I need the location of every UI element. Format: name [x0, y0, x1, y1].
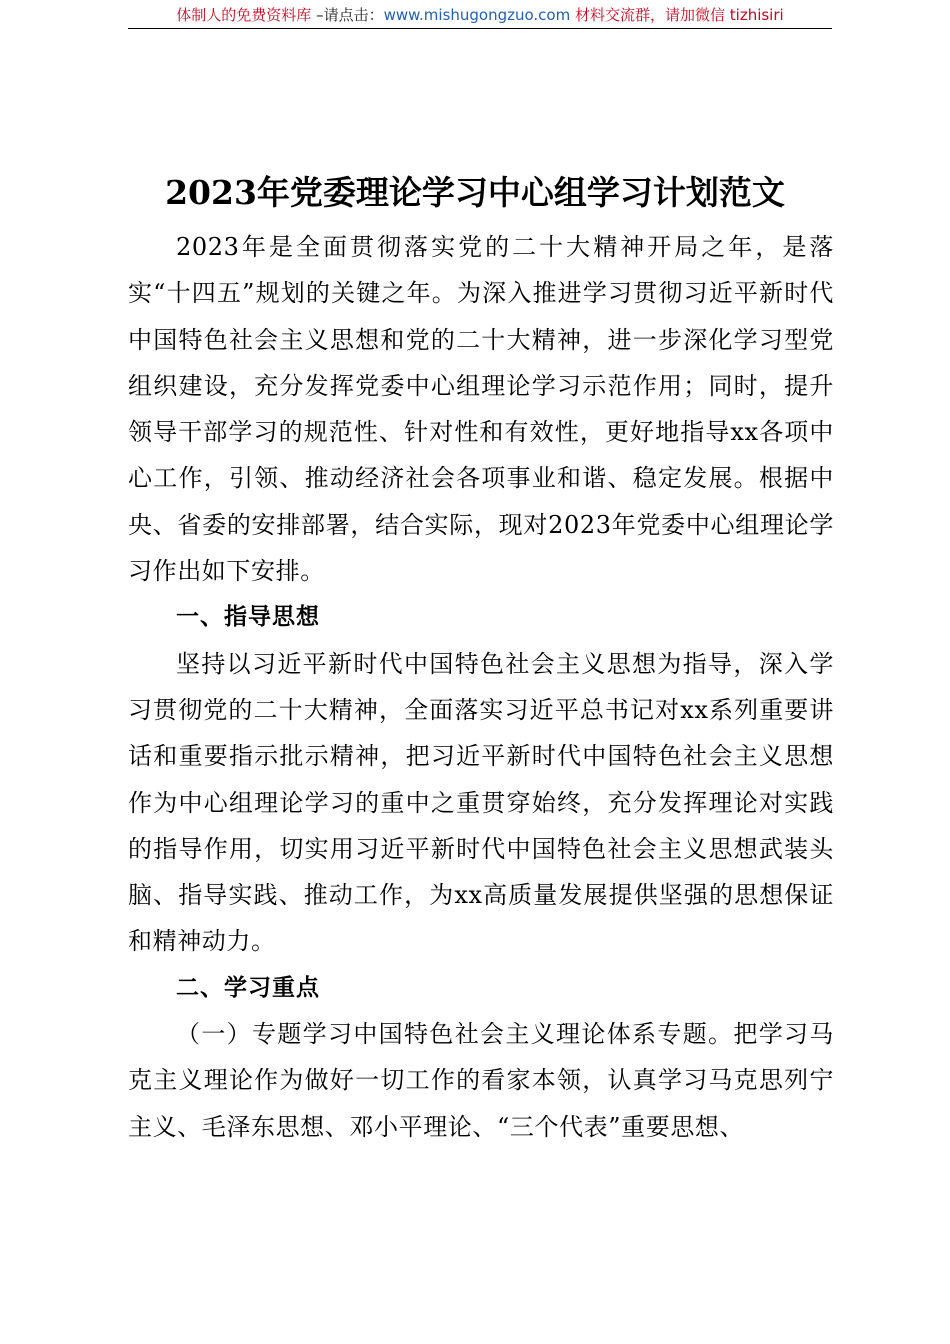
header-divider [128, 28, 832, 29]
section-heading-study-focus: 二、学习重点 [176, 974, 320, 1001]
guiding-thought-paragraph: 坚持以习近平新时代中国特色社会主义思想为指导，深入学习贯彻党的二十大精神，全面落实习近平总书记对xx系列重要讲话和重要指示批示精神，把习近平新时代中国特色社会主义思想作为中心组理论学习的重中之重贯穿始终，充分发挥理论对实践的指导作用，切实用习近平新时代中国特色社会主义思想武装头脑、指导实践、推动工作，为xx高质量发展提供坚强的思想保证和精神动力。 [128, 649, 834, 956]
header-site-name: 体制人的免费资料库 [176, 6, 312, 24]
document-title: 2023年党委理论学习中心组学习计划范文 [165, 173, 785, 212]
header-prompt: –请点击： [311, 6, 384, 24]
study-focus-item-1: （一）专题学习中国特色社会主义理论体系专题。把学习马克主义理论作为做好一切工作的看家本领，认真学习马克思列宁主义、毛泽东思想、邓小平理论、“三个代表”重要思想、 [128, 1020, 834, 1141]
section-heading-guiding-thought: 一、指导思想 [176, 604, 320, 631]
header-url-link[interactable]: www.mishugongzuo.com [383, 6, 571, 24]
document-body [128, 224, 834, 1150]
intro-paragraph: 2023年是全面贯彻落实党的二十大精神开局之年，是落实“十四五”规划的关键之年。为深入推进学习贯彻习近平新时代中国特色社会主义思想和党的二十大精神，进一步深化学习型党组织建设，充分发挥党委中心组理论学习示范作用；同时，提升领导干部学习的规范性、针对性和有效性，更好地指导xx各项中心工作，引领、推动经济社会各项事业和谐、稳定发展。根据中央、省委的安排部署，结合实际，现对2023年党委中心组理论学习作出如下安排。 [128, 233, 834, 586]
watermark-header [128, 4, 832, 26]
header-contact: 材料交流群，请加微信 tizhisiri [570, 6, 784, 24]
